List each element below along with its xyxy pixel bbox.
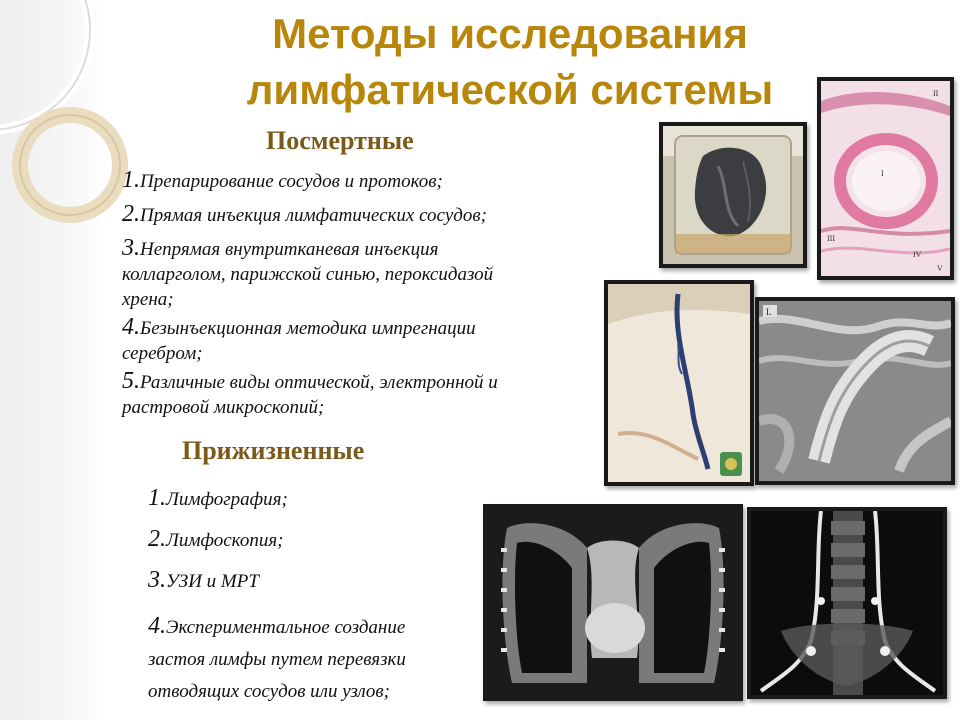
postmortem-item-2 — [122, 202, 487, 228]
title-line-2: лимфатической системы — [246, 66, 774, 113]
postmortem-item-4 — [122, 315, 476, 366]
postmortem-item-1 — [122, 168, 443, 194]
photo-sem-micrograph — [755, 297, 955, 485]
histology-label: IV — [913, 250, 922, 259]
photo-lymphography-xray — [747, 507, 947, 699]
item-number: 1. — [122, 167, 140, 193]
photo-injected-vessel — [604, 280, 754, 486]
intravital-item-1 — [148, 486, 288, 512]
postmortem-heading: Посмертные — [266, 126, 414, 155]
item-text: УЗИ и МРТ — [166, 571, 259, 592]
histology-label: I — [881, 169, 884, 178]
intravital-item-4 — [148, 610, 406, 708]
item-text: Безынъекционная методика импрегнации — [140, 318, 476, 339]
item-number: 1. — [148, 485, 166, 511]
photo-specimen-jar — [659, 122, 807, 268]
item-number: 2. — [148, 526, 166, 552]
slide-title — [180, 6, 840, 118]
item-number: 5. — [122, 368, 140, 394]
item-text: отводящих сосудов или узлов; — [148, 681, 390, 702]
item-text: Экспериментальное создание — [166, 617, 406, 638]
postmortem-item-3 — [122, 236, 493, 312]
histology-label: II — [933, 89, 939, 98]
postmortem-item-5 — [122, 369, 498, 420]
item-text: серебром; — [122, 343, 203, 364]
item-text: Прямая инъекция лимфатических сосудов; — [140, 205, 487, 226]
sem-label: L — [766, 307, 772, 317]
item-number: 2. — [122, 201, 140, 227]
item-number: 4. — [122, 314, 140, 340]
item-number: 3. — [148, 567, 166, 593]
item-text: Лимфоскопия; — [166, 530, 284, 551]
item-text: колларголом, парижской синью, пероксидазой — [122, 264, 494, 285]
photo-chest-ct — [483, 504, 743, 701]
item-text: застоя лимфы путем перевязки — [148, 649, 406, 670]
intravital-item-3 — [148, 568, 259, 594]
photo-histology-section — [817, 77, 954, 280]
intravital-heading: Прижизненные — [182, 436, 365, 465]
item-text: Препарирование сосудов и протоков; — [140, 171, 443, 192]
item-number: 4. — [148, 613, 166, 639]
title-line-1: Методы исследования — [272, 10, 748, 57]
intravital-item-2 — [148, 527, 284, 553]
item-text: Непрямая внутритканевая инъекция — [140, 239, 439, 260]
item-text: Различные виды оптической, электронной и — [140, 372, 498, 393]
histology-label: III — [827, 234, 835, 243]
histology-label: V — [937, 264, 943, 273]
item-text: растровой микроскопий; — [122, 397, 325, 418]
item-number: 3. — [122, 235, 140, 261]
item-text: Лимфография; — [166, 489, 288, 510]
item-text: хрена; — [122, 289, 174, 310]
